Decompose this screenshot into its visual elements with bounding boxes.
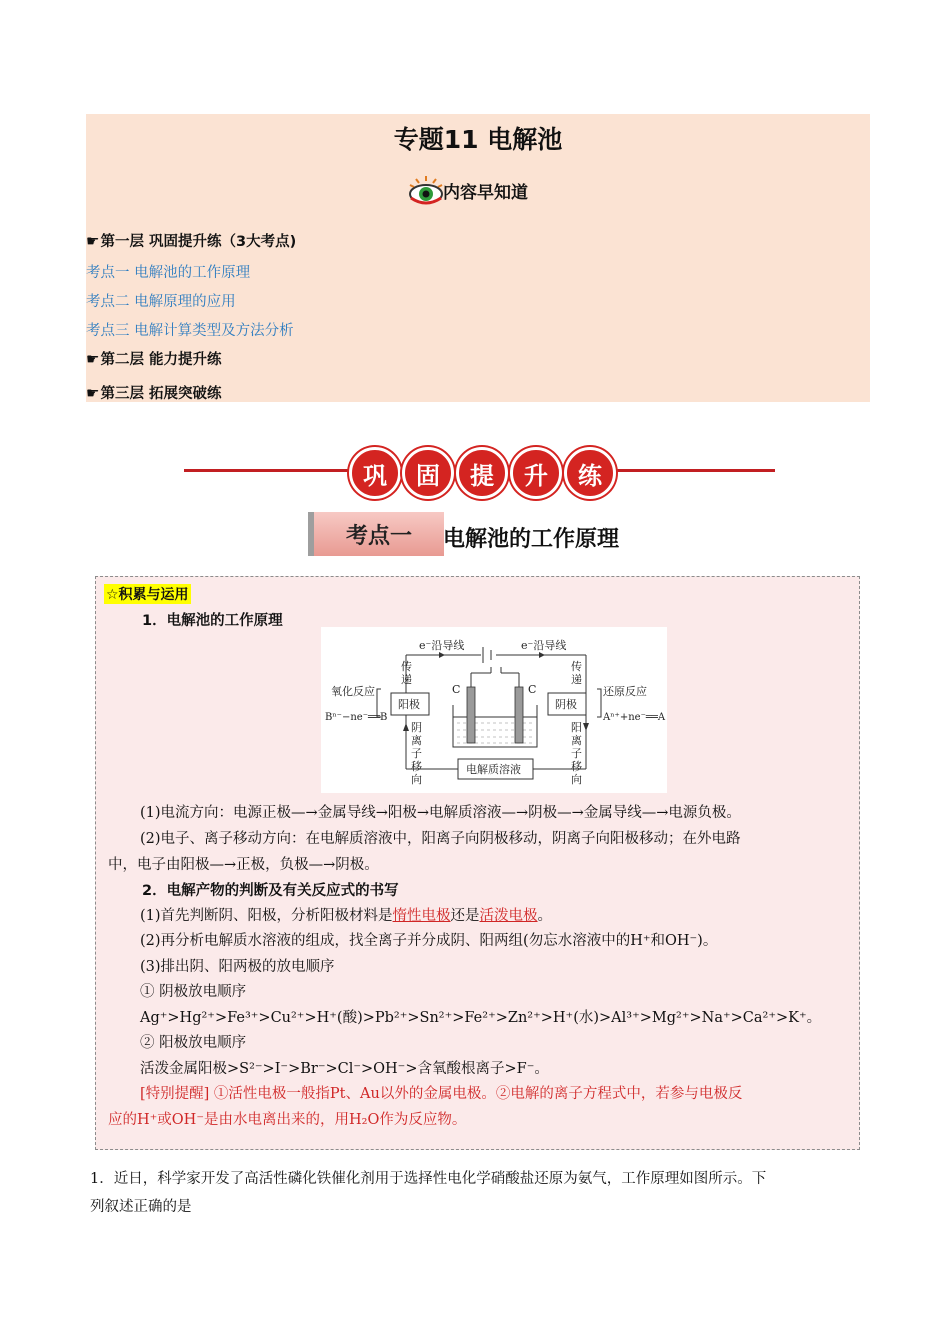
toc-link-item[interactable] (86, 319, 294, 340)
box-heading-1: 1．电解池的工作原理 (142, 613, 283, 629)
toc-item-label: 考点三 电解计算类型及方法分析 (86, 323, 294, 339)
special-note-2: 应的H⁺或OH⁻是由水电离出来的，用H₂O作为反应物。 (108, 1112, 467, 1128)
para-solution-ions: (2)再分析电解质水溶液的组成，找全离子并分成阴、阳两组(勿忘水溶液中的H⁺和OH⁻)。 (140, 933, 718, 949)
move-left-3: 子 (411, 747, 422, 760)
move-right-4: 移 (571, 760, 582, 773)
banner-char: 练 (564, 447, 616, 499)
banner-line-right (612, 469, 775, 472)
move-right-3: 子 (571, 747, 582, 760)
transfer-left-1: 传 (401, 660, 412, 673)
special-note-1: [特别提醒] ①活性电极一般指Pt、Au以外的金属电极。②电解的离子方程式中，若参与电极反 (140, 1086, 743, 1102)
electrolysis-diagram (321, 627, 667, 793)
para-judge-pre: (1)首先判断阴、阳极，分析阳极材料是 (140, 908, 393, 924)
cathode-equation: Aⁿ⁺+ne⁻══A (603, 712, 666, 723)
para-cathode-order: Ag⁺>Hg²⁺>Fe³⁺>Cu²⁺>H⁺(酸)>Pb²⁺>Sn²⁺>Fe²⁺>Zn²⁺>H⁺(水)>Al³⁺>Mg²⁺>Na⁺>Ca²⁺>K⁺。 (140, 1010, 822, 1026)
cathode-label: 阴极 (555, 698, 577, 711)
banner-char: 巩 (349, 447, 401, 499)
oxidation-label: 氧化反应 (331, 685, 375, 698)
move-left-4: 移 (411, 760, 422, 773)
para-judge-electrode (140, 904, 552, 925)
para-discharge-order: (3)排出阴、阳两极的放电顺序 (140, 959, 335, 975)
question-text-line-2: 列叙述正确的是 (90, 1199, 192, 1215)
move-right-5: 向 (571, 773, 582, 786)
toc-layer-item (86, 348, 222, 369)
para-migration-2: 中，电子由阳极—→正极，负极—→阴极。 (108, 857, 379, 873)
question-text-line-1: 1．近日，科学家开发了高活性磷化铁催化剂用于选择性电化学硝酸盐还原为氨气，工作原理如图所示。下 (90, 1171, 767, 1187)
eye-icon (408, 174, 444, 206)
electrode-c-right: C (528, 683, 537, 696)
toc-item-label: 第三层 拓展突破练 (100, 386, 222, 402)
box-heading-2: 2．电解产物的判断及有关反应式的书写 (142, 883, 399, 899)
para-anode-order: 活泼金属阳极>S²⁻>I⁻>Br⁻>Cl⁻>OH⁻>含氧酸根离子>F⁻。 (140, 1061, 549, 1077)
toc-item-label: 考点一 电解池的工作原理 (86, 265, 251, 281)
page-title: 专题11 电解池 (393, 125, 563, 154)
toc-panel (86, 114, 870, 402)
pointing-hand-icon: ☛ (86, 232, 100, 250)
active-electrode-term: 活泼电极 (479, 908, 538, 924)
pointing-hand-icon: ☛ (86, 384, 100, 402)
kaodian-title: 电解池的工作原理 (443, 527, 620, 552)
anode-label: 阳极 (398, 698, 420, 711)
box-tag: ☆积累与运用 (104, 584, 191, 604)
subtitle-badge (408, 174, 548, 206)
toc-layer-item (86, 382, 222, 403)
anode-equation: Bⁿ⁻−ne⁻══B (325, 712, 388, 723)
move-left-5: 向 (411, 773, 422, 786)
para-anode-order-title: ② 阳极放电顺序 (140, 1035, 247, 1051)
toc-layer-item (86, 230, 296, 251)
transfer-right-1: 传 (571, 660, 582, 673)
toc-item-label: 第二层 能力提升练 (100, 352, 222, 368)
transfer-right-2: 递 (571, 673, 582, 686)
para-migration-1: (2)电子、离子移动方向：在电解质溶液中，阳离子向阴极移动，阴离子向阳极移动；在外电路 (140, 831, 741, 847)
para-judge-end: 。 (537, 908, 553, 924)
move-right-1: 阳 (571, 721, 582, 734)
move-left-2: 离 (411, 734, 422, 747)
kaodian-tag: 考点一 (308, 512, 444, 556)
knowledge-box (95, 576, 860, 1150)
transfer-left-2: 递 (401, 673, 412, 686)
banner-char: 固 (402, 447, 454, 499)
move-right-2: 离 (571, 734, 582, 747)
subtitle: 内容早知道 (443, 183, 528, 203)
inert-electrode-term: 惰性电极 (392, 908, 451, 924)
para-judge-mid: 还是 (450, 908, 480, 924)
reduction-label: 还原反应 (603, 685, 647, 698)
electrode-c-left: C (452, 683, 461, 696)
toc-item-label: 考点二 电解原理的应用 (86, 294, 236, 310)
move-left-1: 阴 (411, 721, 422, 734)
banner-line-left (184, 469, 349, 472)
para-cathode-order-title: ① 阴极放电顺序 (140, 984, 247, 1000)
banner-char: 升 (510, 447, 562, 499)
wire-label-left: e⁻沿导线 (419, 639, 465, 652)
electrolyte-label: 电解质溶液 (466, 763, 521, 776)
wire-label-right: e⁻沿导线 (521, 639, 567, 652)
toc-link-item[interactable] (86, 290, 236, 311)
banner-char: 提 (456, 447, 508, 499)
toc-item-label: 第一层 巩固提升练（3大考点) (100, 234, 297, 250)
diagram-svg (321, 627, 667, 793)
toc-link-item[interactable] (86, 261, 250, 282)
pointing-hand-icon: ☛ (86, 350, 100, 368)
para-current-direction: (1)电流方向：电源正极—→金属导线→阳极→电解质溶液—→阴极—→金属导线—→电源负极。 (140, 805, 741, 821)
